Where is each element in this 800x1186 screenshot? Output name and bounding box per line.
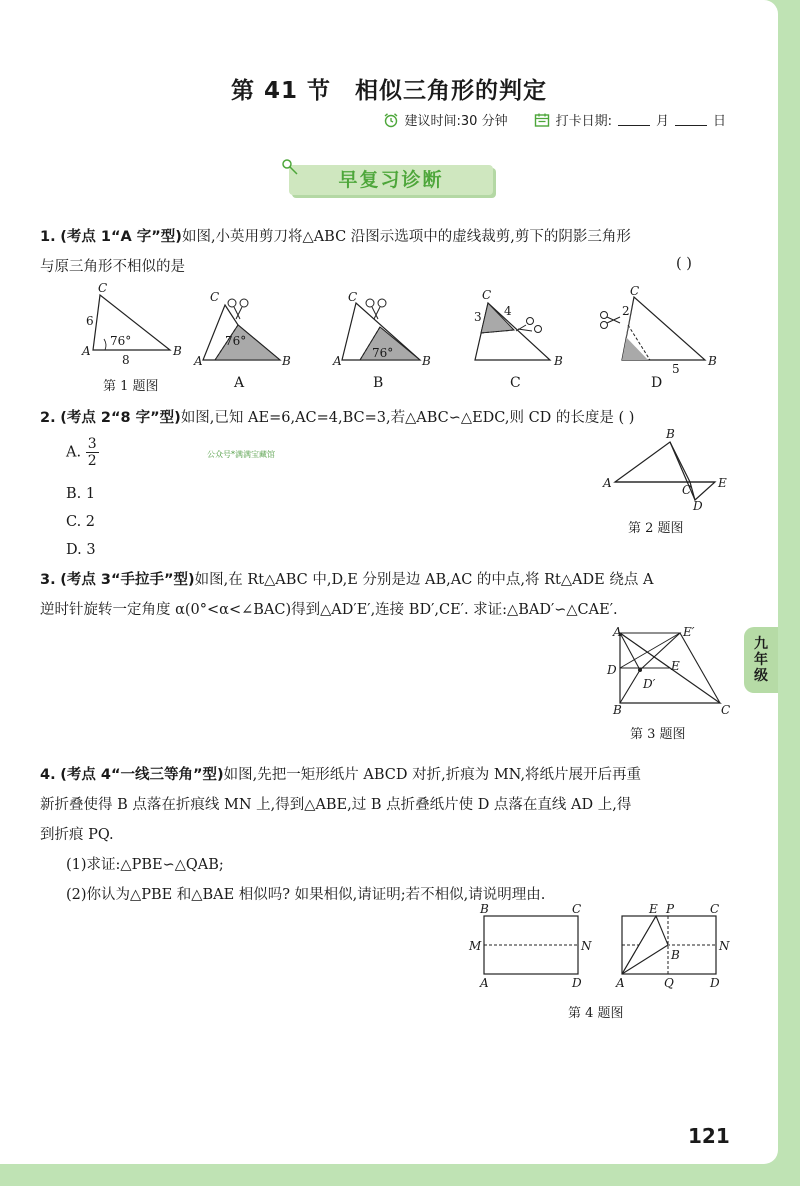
fraction-numerator: 3 bbox=[87, 436, 97, 452]
q2-tag: (考点 2“8 字”型) bbox=[60, 410, 181, 426]
q1-original-triangle bbox=[81, 281, 182, 367]
q4-text-line3: 到折痕 PQ. bbox=[40, 827, 114, 843]
q4-left-rectangle bbox=[468, 902, 592, 990]
q1-d-label-C: C bbox=[630, 284, 640, 298]
q3-label-C: C bbox=[721, 703, 731, 717]
grade-side-tab bbox=[744, 627, 778, 693]
grade-tab-char-2: 年 bbox=[754, 652, 768, 668]
page-number: 121 bbox=[688, 1124, 730, 1148]
q4-left-label-M: M bbox=[469, 939, 482, 953]
q1-d-label-B: B bbox=[708, 354, 717, 368]
section-number: 第 41 节 bbox=[230, 78, 332, 104]
q4-right-label-A: A bbox=[616, 976, 625, 990]
scissors-icon bbox=[601, 312, 621, 329]
q3-label-Dp: D′ bbox=[643, 677, 656, 691]
scissors-icon bbox=[366, 299, 386, 319]
q2-text: 如图,已知 AE=6,AC=4,BC=3,若△ABC∽△EDC,则 CD 的长度是 ( ) bbox=[180, 410, 635, 426]
q1-option-a-label[interactable]: A bbox=[234, 375, 245, 391]
q1-number: 1. bbox=[40, 229, 56, 245]
q4-text-line2: 新折叠使得 B 点落在折痕线 MN 上,得到△ABE,过 B 点折叠纸片使 D 点落在直线 AD 上,得 bbox=[40, 797, 632, 813]
q1-c-label-B: B bbox=[554, 354, 563, 368]
q4-subquestion-1: (1)求证:△PBE∽△QAB; bbox=[66, 857, 224, 873]
q2-option-a[interactable] bbox=[66, 436, 99, 469]
q4-left-label-N: N bbox=[581, 939, 592, 953]
q3-label-A: A bbox=[613, 625, 622, 639]
q1-c-label-C: C bbox=[482, 288, 492, 302]
q1-a-label-B: B bbox=[282, 354, 291, 368]
q1-c-side-4: 4 bbox=[504, 304, 512, 318]
q2-label-B: B bbox=[666, 427, 675, 441]
q4-right-label-E: E bbox=[649, 902, 658, 916]
q4-left-label-B: B bbox=[480, 902, 489, 916]
q1-b-label-B: B bbox=[422, 354, 431, 368]
section-title: 相似三角形的判定 bbox=[355, 78, 548, 104]
q2-label-D: D bbox=[693, 499, 703, 513]
q4-right-label-C: C bbox=[710, 902, 720, 916]
q4-tag: (考点 4“一线三等角”型) bbox=[60, 767, 224, 783]
q1-c-side-3: 3 bbox=[474, 310, 482, 324]
q1-option-b-triangle bbox=[332, 290, 431, 368]
checkin-date-label: 打卡日期: bbox=[555, 114, 612, 129]
q1-d-side-5: 5 bbox=[672, 362, 680, 376]
q1-figure-caption: 第 1 题图 bbox=[103, 379, 159, 394]
q1-option-c-label[interactable]: C bbox=[510, 375, 521, 391]
calendar-icon bbox=[534, 112, 550, 128]
q1-option-d-triangle bbox=[601, 284, 718, 376]
q1-text-line2: 与原三角形不相似的是 bbox=[40, 259, 185, 275]
question-2 bbox=[40, 403, 740, 433]
scissors-icon bbox=[228, 299, 248, 319]
meta-row bbox=[383, 110, 726, 129]
question-1 bbox=[40, 222, 740, 282]
q2-option-d[interactable]: D. 3 bbox=[66, 542, 96, 558]
q2-option-a-fraction bbox=[86, 436, 99, 469]
month-label: 月 bbox=[655, 114, 669, 129]
q1-option-c-triangle bbox=[474, 288, 563, 368]
q3-label-D: D bbox=[607, 663, 617, 677]
q1-a-label-A: A bbox=[194, 354, 203, 368]
q2-label-A: A bbox=[603, 476, 612, 490]
q3-tag: (考点 3“手拉手”型) bbox=[60, 572, 195, 588]
q4-figure-caption: 第 4 题图 bbox=[568, 1006, 624, 1021]
q2-figure-caption: 第 2 题图 bbox=[628, 521, 684, 536]
scissors-icon bbox=[516, 318, 542, 333]
q2-figure bbox=[600, 427, 740, 513]
fraction-denominator: 2 bbox=[87, 453, 97, 469]
month-blank[interactable] bbox=[618, 113, 650, 126]
q2-option-b[interactable]: B. 1 bbox=[66, 486, 96, 502]
q1-b-label-A: A bbox=[333, 354, 342, 368]
q3-figure bbox=[605, 625, 735, 718]
q2-label-C: C bbox=[682, 483, 692, 497]
q3-label-Ep: E′ bbox=[683, 625, 695, 639]
q4-right-figure bbox=[615, 902, 730, 990]
q4-right-label-P: P bbox=[666, 902, 675, 916]
q1-option-d-label[interactable]: D bbox=[651, 375, 663, 391]
day-blank[interactable] bbox=[675, 113, 707, 126]
q1-d-side-2: 2 bbox=[622, 304, 630, 318]
grade-tab-char-3: 级 bbox=[754, 668, 768, 684]
q4-text-line1: 如图,先把一矩形纸片 ABCD 对折,折痕为 MN,将纸片展开后再重 bbox=[223, 767, 642, 783]
q4-right-label-D: D bbox=[710, 976, 720, 990]
q2-label-E: E bbox=[718, 476, 727, 490]
q3-label-E: E bbox=[671, 659, 680, 673]
q4-left-label-C: C bbox=[572, 902, 582, 916]
q1-orig-side-8: 8 bbox=[122, 353, 130, 367]
q1-option-a-triangle bbox=[193, 290, 291, 368]
q3-label-B: B bbox=[613, 703, 622, 717]
q1-orig-angle: 76° bbox=[110, 334, 132, 348]
q2-option-c[interactable]: C. 2 bbox=[66, 514, 96, 530]
alarm-clock-icon bbox=[383, 112, 399, 128]
q1-orig-label-C: C bbox=[98, 281, 108, 295]
q1-orig-label-B: B bbox=[173, 344, 182, 358]
question-3 bbox=[40, 565, 740, 625]
q4-left-label-A: A bbox=[480, 976, 489, 990]
grade-tab-char-1: 九 bbox=[754, 636, 768, 652]
q4-left-label-D: D bbox=[572, 976, 582, 990]
q4-right-label-B: B bbox=[671, 948, 680, 962]
question-4 bbox=[40, 760, 740, 910]
q2-option-a-letter: A. bbox=[66, 444, 82, 461]
q1-a-label-C: C bbox=[210, 290, 220, 304]
q4-right-label-N: N bbox=[719, 939, 730, 953]
q1-option-b-label[interactable]: B bbox=[373, 375, 384, 391]
q4-subquestion-2: (2)你认为△PBE 和△BAE 相似吗? 如果相似,请证明;若不相似,请说明理由. bbox=[66, 887, 546, 903]
q1-text-line1: 如图,小英用剪刀将△ABC 沿图示选项中的虚线裁剪,剪下的阴影三角形 bbox=[181, 229, 631, 245]
q1-a-angle: 76° bbox=[225, 334, 247, 348]
q2-number: 2. bbox=[40, 410, 56, 426]
suggested-time: 建议时间:30 分钟 bbox=[404, 114, 508, 129]
q4-figure bbox=[468, 904, 748, 994]
q3-number: 3. bbox=[40, 572, 56, 588]
day-label: 日 bbox=[712, 114, 726, 129]
watermark: 公众号*满满宝藏馆 bbox=[207, 450, 275, 459]
q1-b-angle: 76° bbox=[372, 346, 394, 360]
section-banner bbox=[283, 160, 495, 196]
q4-right-label-Q: Q bbox=[664, 976, 674, 990]
banner-title: 早复习诊断 bbox=[338, 169, 444, 191]
q1-figures bbox=[60, 281, 780, 376]
q1-answer-blank[interactable]: ( ) bbox=[676, 256, 692, 272]
q3-text-line1: 如图,在 Rt△ABC 中,D,E 分别是边 AB,AC 的中点,将 Rt△ADE 绕点 A bbox=[194, 572, 654, 588]
q3-figure-caption: 第 3 题图 bbox=[630, 727, 686, 742]
q1-b-label-C: C bbox=[348, 290, 358, 304]
page-title bbox=[0, 72, 778, 105]
q4-number: 4. bbox=[40, 767, 56, 783]
q3-text-line2: 逆时针旋转一定角度 α(0°<α<∠BAC)得到△AD′E′,连接 BD′,CE′. 求证:△BAD′∽△CAE′. bbox=[40, 602, 618, 618]
q1-tag: (考点 1“A 字”型) bbox=[60, 229, 182, 245]
q1-orig-side-6: 6 bbox=[86, 314, 94, 328]
q1-orig-label-A: A bbox=[82, 344, 91, 358]
